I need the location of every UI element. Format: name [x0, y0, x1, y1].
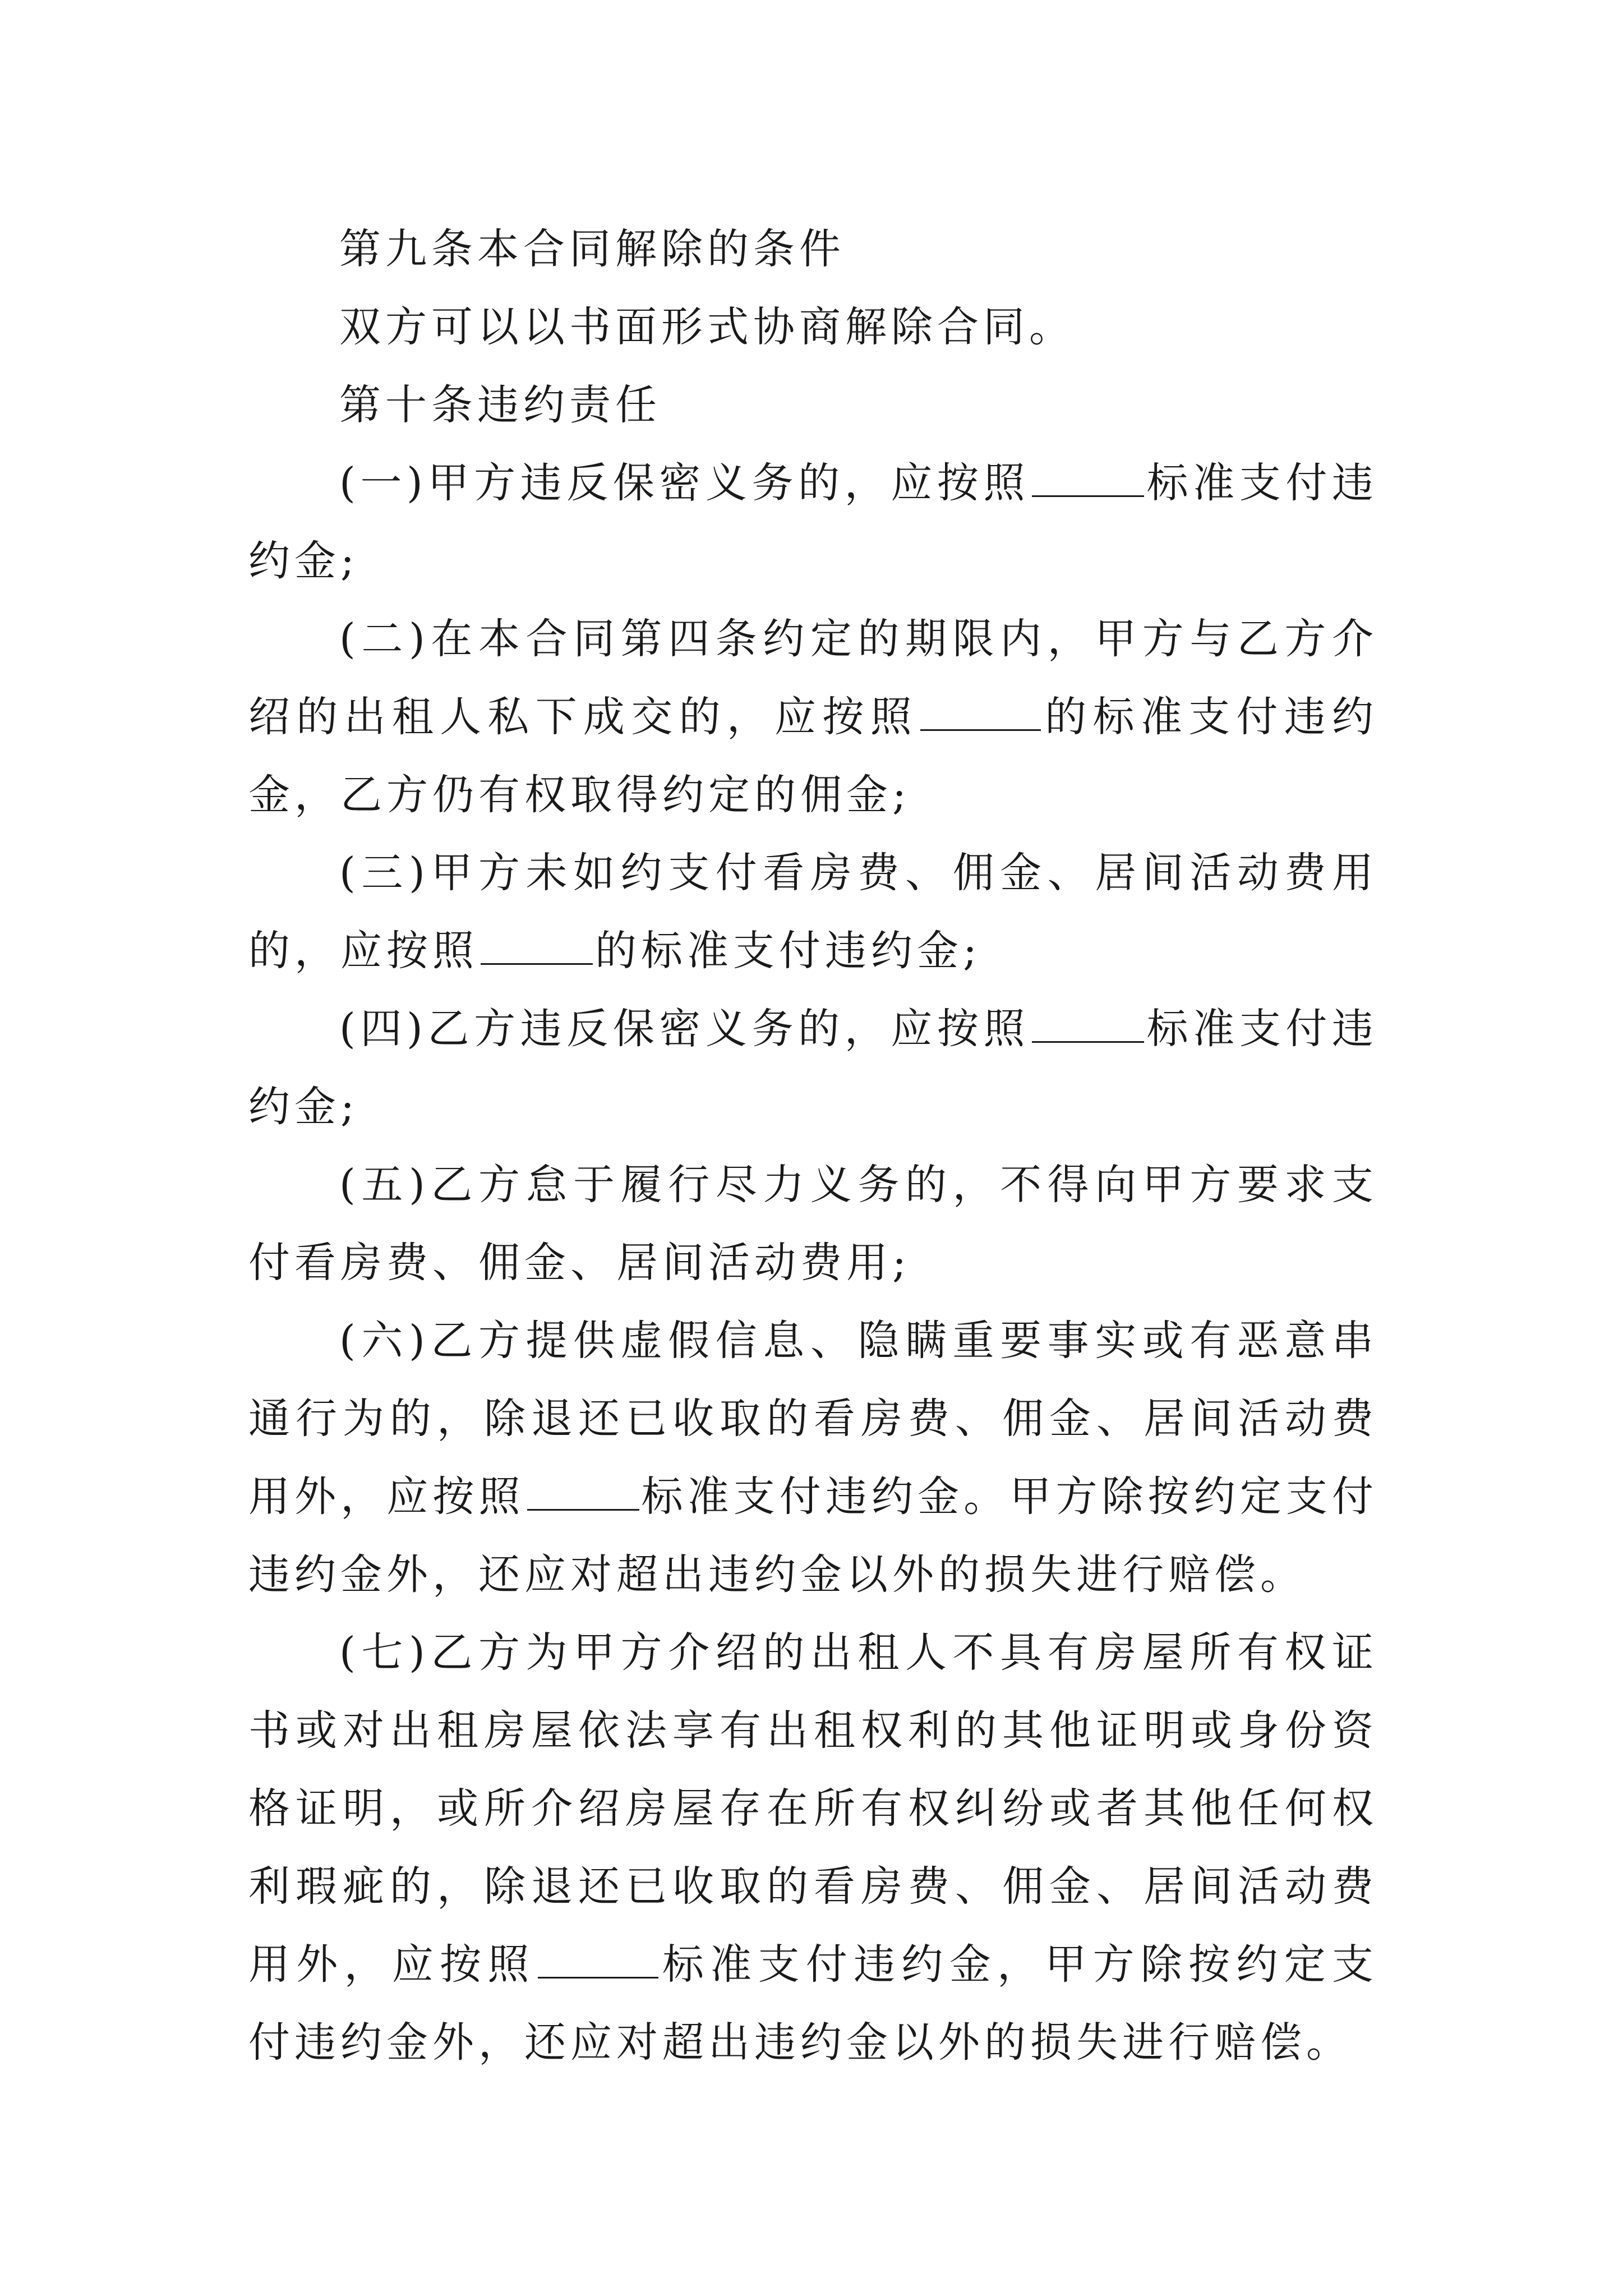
item-3-text-after: 的标准支付违约金;: [595, 927, 981, 975]
item-4-text-before: (四)乙方违反保密义务的，应按照: [339, 1005, 1030, 1053]
item-2-text-before: (二)在本合同第四条约定的期限内，甲方与乙方介绍的出租人私下成交的，应按照: [248, 615, 1378, 741]
item-1-fill-in-blank: [1032, 493, 1144, 497]
clause-10-item-6: [248, 1302, 1378, 1614]
item-7-text-before: (七)乙方为甲方介绍的出租人不具有房屋所有权证书或对出租房屋依法享有出租权利的其他证明或身份资格证明，或所介绍房屋存在所有权纠纷或者其他任何权利瑕疵的，除退还已收取的看房费、佣金、居间活动费用外，应按照: [248, 1628, 1378, 1989]
item-7-fill-in-blank: [538, 1975, 658, 1978]
clause-10-item-2: [248, 600, 1378, 834]
item-5-text: (五)乙方怠于履行尽力义务的，不得向甲方要求支付看房费、佣金、居间活动费用;: [248, 1161, 1378, 1287]
clause-10-item-4: [248, 990, 1378, 1146]
item-6-text-before: (六)乙方提供虚假信息、隐瞒重要事实或有恶意串通行为的，除退还已收取的看房费、佣金、居间活动费用外，应按照: [248, 1317, 1378, 1521]
item-6-text-after: 标准支付违约金。甲方除按约定支付违约金外，还应对超出违约金以外的损失进行赔偿。: [248, 1473, 1378, 1599]
clause-10-item-5: [248, 1146, 1378, 1302]
clause-10-heading-text: 第十条违约责任: [339, 381, 661, 429]
item-1-text-before: (一)甲方违反保密义务的，应按照: [339, 459, 1030, 507]
clause-10-heading: [248, 366, 1378, 444]
item-7-text-after: 标准支付违约金，甲方除按约定支付违约金外，还应对超出违约金以外的损失进行赔偿。: [248, 1940, 1378, 2067]
clause-9-body: [248, 288, 1378, 366]
item-3-fill-in-blank: [481, 961, 593, 965]
clause-10-item-7: [248, 1614, 1378, 2082]
clause-9-body-text: 双方可以以书面形式协商解除合同。: [339, 303, 1075, 351]
clause-10-item-1: [248, 444, 1378, 600]
item-4-text-after: 标准支付违约金;: [248, 1005, 1378, 1131]
clause-9-heading: [248, 210, 1378, 288]
item-3-text-before: (三)甲方未如约支付看房费、佣金、居间活动费用的，应按照: [248, 849, 1378, 975]
clause-9-heading-text: 第九条本合同解除的条件: [339, 225, 845, 273]
item-1-text-after: 标准支付违约金;: [248, 459, 1378, 585]
item-2-text-after: 的标准支付违约金，乙方仍有权取得约定的佣金;: [248, 693, 1378, 819]
document-body: [248, 210, 1378, 2082]
item-2-fill-in-blank: [920, 727, 1041, 731]
item-6-fill-in-blank: [527, 1507, 639, 1511]
item-4-fill-in-blank: [1032, 1039, 1144, 1043]
clause-10-item-3: [248, 834, 1378, 990]
